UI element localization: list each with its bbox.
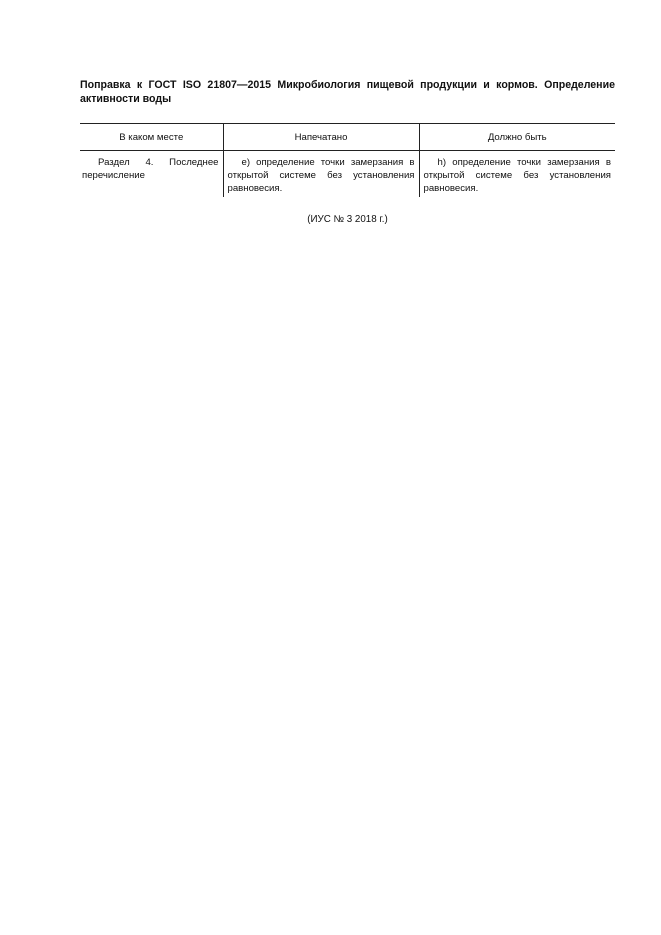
- cell-printed: e) определение точки замерзания в открытой системе без установления равновесия.: [223, 151, 419, 198]
- table-row: [80, 151, 615, 198]
- cell-should-be: h) определение точки замерзания в открытой системе без установления равновесия.: [419, 151, 615, 198]
- column-header-printed: Напечатано: [223, 124, 419, 151]
- cell-where: Раздел 4. Последнее перечисление: [82, 157, 219, 181]
- column-header-where: В каком месте: [80, 124, 223, 151]
- correction-table: [80, 123, 615, 197]
- source-reference: (ИУС № 3 2018 г.): [307, 214, 388, 225]
- table-header-row: [80, 124, 615, 151]
- column-header-should-be: Должно быть: [419, 124, 615, 151]
- correction-title: Поправка к ГОСТ ISO 21807—2015 Микробиология пищевой продукции и кормов. Определение активности воды: [80, 79, 615, 105]
